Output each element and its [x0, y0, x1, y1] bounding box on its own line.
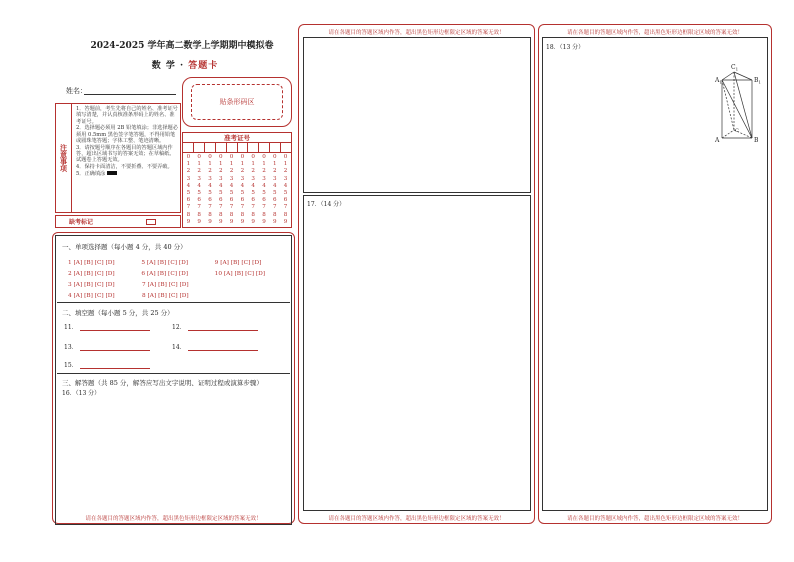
mc-question-10[interactable]: 10 [A] [B] [C] [D]	[214, 270, 266, 277]
ticket-digit-bubble[interactable]: 0	[262, 154, 266, 160]
section1-title: 一、单项选择题（每小题 4 分，共 40 分）	[62, 243, 187, 251]
barcode-area	[182, 77, 292, 127]
ticket-digit-bubble[interactable]: 7	[251, 204, 255, 211]
absent-label: 缺考标记	[68, 219, 93, 226]
ticket-digit-column	[237, 153, 248, 227]
ticket-digit-bubble[interactable]: 7	[283, 204, 288, 211]
ticket-digit-bubble[interactable]: 1	[240, 161, 245, 168]
ticket-digit-bubble[interactable]: 0	[251, 154, 255, 160]
note-item: 4．保持卡面清洁，不要折叠、不要弄破。	[76, 164, 173, 171]
ticket-digit-bubble[interactable]: 6	[272, 197, 277, 204]
footer-warning-left: 请在各题目的答题区域内作答，超出黑色矩形边框限定区域的答案无效！	[85, 516, 262, 522]
ticket-digit-column	[259, 153, 270, 227]
ticket-digit-bubble[interactable]: 1	[229, 161, 234, 168]
ticket-digit-bubble[interactable]: 7	[219, 204, 223, 211]
ticket-digit-bubble[interactable]: 7	[262, 204, 266, 211]
name-label: 姓名：	[66, 87, 87, 95]
ticket-digit-bubble[interactable]: 6	[251, 197, 255, 204]
ticket-digit-bubble[interactable]: 2	[251, 168, 255, 175]
ticket-digit-bubble[interactable]: 4	[251, 182, 255, 189]
question-17-answer-area[interactable]	[303, 195, 531, 511]
ticket-digit-bubble[interactable]: 5	[240, 190, 245, 197]
ticket-digit-bubble[interactable]: 0	[219, 154, 223, 160]
ticket-digit-column	[280, 153, 291, 227]
ticket-digit-bubble[interactable]: 7	[272, 204, 277, 211]
ticket-digit-bubble[interactable]: 5	[272, 190, 277, 197]
ticket-digit-bubble[interactable]: 9	[229, 218, 234, 225]
mc-question-1[interactable]: 1 [A] [B] [C] [D]	[68, 259, 115, 266]
ticket-digit-bubble[interactable]: 7	[240, 204, 245, 211]
notes-box	[55, 103, 181, 213]
ticket-digit-bubble[interactable]: 8	[219, 211, 223, 218]
ticket-digit-bubble[interactable]: 5	[208, 190, 212, 197]
label-c: C	[735, 128, 739, 134]
ticket-digit-bubble[interactable]: 4	[229, 182, 234, 189]
question-17-label: 17．（14 分）	[307, 201, 346, 208]
mc-question-7[interactable]: 7 [A] [B] [C] [D]	[142, 281, 189, 288]
ticket-digit-column	[194, 153, 205, 227]
ticket-digit-bubble[interactable]: 8	[283, 211, 288, 218]
ticket-digit-bubble[interactable]: 6	[229, 197, 234, 204]
ticket-digit-bubble[interactable]: 8	[251, 211, 255, 218]
ticket-digit-bubble[interactable]: 9	[251, 218, 255, 225]
ticket-digit-bubble[interactable]: 2	[197, 168, 201, 175]
label-b: B	[754, 137, 759, 144]
ticket-digit-bubble[interactable]: 3	[219, 175, 223, 182]
label-c1: $C_1$	[731, 64, 739, 72]
ticket-digit-column	[205, 153, 216, 227]
question-16-label: 16．（13 分）	[62, 390, 101, 397]
ticket-digit-bubble[interactable]: 2	[208, 168, 212, 175]
mc-question-3[interactable]: 3 [A] [B] [C] [D]	[68, 281, 115, 288]
mc-question-9[interactable]: 9 [A] [B] [C] [D]	[214, 259, 262, 266]
barcode-area-label: 贴条形码区	[191, 84, 283, 120]
filled-mark-example	[107, 171, 117, 175]
question-16-continued-area[interactable]	[303, 37, 531, 193]
multiple-choice-grid	[68, 257, 288, 301]
ticket-digit-bubble[interactable]: 1	[197, 161, 201, 168]
note-item	[76, 171, 178, 177]
edge-c1-b1	[734, 72, 752, 80]
ticket-digit-bubble[interactable]: 4	[197, 182, 201, 189]
section3-title: 三、解答题（共 85 分，解答应写出文字说明、证明过程或演算步骤）	[62, 379, 263, 387]
question-16-answer-area[interactable]	[60, 398, 288, 522]
ticket-digit-bubble[interactable]: 3	[283, 175, 288, 182]
ticket-digit-bubble[interactable]: 0	[240, 154, 245, 160]
ticket-digit-bubble[interactable]: 3	[186, 175, 191, 182]
ticket-digit-bubble[interactable]: 2	[219, 168, 223, 175]
mc-question-8[interactable]: 8 [A] [B] [C] [D]	[142, 292, 189, 299]
fill-question-14[interactable]: 14．	[172, 342, 258, 351]
ticket-digit-bubble[interactable]: 0	[186, 154, 191, 160]
ticket-digit-bubble[interactable]: 2	[262, 168, 266, 175]
ticket-number-box	[182, 132, 292, 228]
ticket-digit-bubble[interactable]: 1	[219, 161, 223, 168]
ticket-digit-bubble[interactable]: 1	[272, 161, 277, 168]
section2-title: 二、填空题（每小题 5 分，共 25 分）	[62, 309, 174, 317]
diagonal-a1-c	[722, 80, 734, 130]
ticket-digit-bubble[interactable]: 6	[219, 197, 223, 204]
edge-a-c	[722, 130, 734, 138]
ticket-digit-bubble[interactable]: 5	[283, 190, 288, 197]
ticket-digit-bubble[interactable]: 9	[283, 218, 288, 225]
mc-question-4[interactable]: 4 [A] [B] [C] [D]	[68, 292, 115, 299]
ticket-digit-bubble[interactable]: 5	[262, 190, 266, 197]
ticket-digit-bubble[interactable]: 1	[208, 161, 212, 168]
ticket-digit-bubble[interactable]: 8	[208, 211, 212, 218]
ticket-digit-bubble[interactable]: 6	[283, 197, 288, 204]
ticket-digit-bubble[interactable]: 1	[262, 161, 266, 168]
ticket-digit-column	[183, 153, 194, 227]
label-a: A	[715, 137, 720, 144]
ticket-digit-bubble[interactable]: 3	[251, 175, 255, 182]
notes-list	[76, 106, 178, 178]
ticket-digit-bubble[interactable]: 0	[272, 154, 277, 160]
ticket-digit-bubble[interactable]: 4	[262, 182, 266, 189]
ticket-digit-bubble[interactable]: 3	[262, 175, 266, 182]
mc-question-5[interactable]: 5 [A] [B] [C] [D]	[141, 259, 189, 266]
ticket-digit-bubble[interactable]: 3	[208, 175, 212, 182]
ticket-digit-bubble[interactable]: 3	[272, 175, 277, 182]
ticket-digit-columns	[183, 153, 291, 227]
ticket-digit-bubble[interactable]: 1	[283, 161, 288, 168]
note-item: 2．选择题必须用 2B 铅笔填涂；非选择题必须用 0.5mm 黑色签字笔答题，不得用铅笔或圆珠笔答题；字体工整、笔迹清晰。	[76, 125, 178, 144]
ticket-digit-bubble[interactable]: 6	[186, 197, 191, 204]
ticket-digit-bubble[interactable]: 9	[272, 218, 277, 225]
ticket-digit-bubble[interactable]: 9	[197, 218, 201, 225]
ticket-digit-bubble[interactable]: 8	[262, 211, 266, 218]
ticket-digit-bubble[interactable]: 0	[208, 154, 212, 160]
ticket-digit-bubble[interactable]: 6	[197, 197, 201, 204]
ticket-digit-bubble[interactable]: 5	[229, 190, 234, 197]
question-18-label: 18．（13 分）	[546, 44, 585, 51]
note-item: 3．请按题号顺序在各题目的答题区域内作答，超出区域书写的答案无效；在草稿纸、试题卷上答题无效。	[76, 144, 175, 164]
ticket-digit-bubble[interactable]: 9	[262, 218, 266, 225]
ticket-digit-bubble[interactable]: 7	[208, 204, 212, 211]
mc-question-2[interactable]: 2 [A] [B] [C] [D]	[68, 270, 115, 277]
footer-warning-middle-bottom: 请在各题目的答题区域内作答，超出黑色矩形边框限定区域的答案无效！	[328, 516, 505, 522]
ticket-digit-bubble[interactable]: 2	[283, 168, 288, 175]
ticket-digit-bubble[interactable]: 7	[197, 204, 201, 211]
ticket-digit-bubble[interactable]: 8	[197, 211, 201, 218]
absent-checkbox[interactable]	[146, 219, 156, 225]
ticket-digit-column	[248, 153, 259, 227]
ticket-digit-bubble[interactable]: 5	[219, 190, 223, 197]
ticket-digit-bubble[interactable]: 2	[229, 168, 234, 175]
ticket-digit-bubble[interactable]: 5	[197, 190, 201, 197]
fill-question-13[interactable]: 13．	[64, 342, 150, 351]
ticket-digit-bubble[interactable]: 6	[240, 197, 245, 204]
ticket-digit-bubble[interactable]: 2	[272, 168, 277, 175]
subtitle-separator: ·	[179, 61, 185, 71]
note-item: 1．答题前，考生先将自己的姓名、准考证号填写清楚，并认真核准条形码上的姓名、准考证号。	[76, 106, 178, 125]
ticket-digit-bubble[interactable]: 2	[186, 168, 191, 175]
divider	[57, 373, 290, 374]
answer-sheet-label: 答题卡	[188, 61, 219, 71]
ticket-digit-bubble[interactable]: 0	[283, 154, 288, 160]
ticket-digit-bubble[interactable]: 4	[283, 182, 288, 189]
ticket-digit-bubble[interactable]: 1	[186, 161, 191, 168]
absent-box	[55, 215, 181, 228]
fill-question-15[interactable]: 15．	[64, 360, 150, 369]
exam-title: 2024-2025 学年高二数学上学期期中模拟卷	[90, 41, 274, 51]
prism-figure	[712, 58, 768, 150]
ticket-digit-bubble[interactable]: 2	[240, 168, 245, 175]
ticket-write-row[interactable]	[183, 143, 291, 153]
ticket-digit-bubble[interactable]: 9	[186, 218, 191, 225]
ticket-digit-bubble[interactable]: 0	[229, 154, 234, 160]
ticket-digit-bubble[interactable]: 9	[219, 218, 223, 225]
subject-name: 数 学	[151, 61, 176, 71]
ticket-digit-bubble[interactable]: 8	[186, 211, 191, 218]
ticket-digit-column	[215, 153, 226, 227]
note-item-text: 5．正确填涂	[76, 170, 106, 177]
label-b1: $B_1$	[754, 77, 761, 85]
ticket-digit-bubble[interactable]: 3	[229, 175, 234, 182]
ticket-digit-bubble[interactable]: 9	[240, 218, 245, 225]
exam-subtitle	[120, 58, 250, 71]
ticket-digit-bubble[interactable]: 0	[197, 154, 201, 160]
ticket-digit-bubble[interactable]: 3	[240, 175, 245, 182]
ticket-digit-bubble[interactable]: 4	[219, 182, 223, 189]
ticket-digit-bubble[interactable]: 8	[240, 211, 245, 218]
label-a1: $A_1$	[715, 77, 722, 85]
fill-question-11[interactable]: 11．	[64, 322, 150, 331]
mc-question-6[interactable]: 6 [A] [B] [C] [D]	[141, 270, 189, 277]
ticket-digit-bubble[interactable]: 7	[229, 204, 234, 211]
footer-warning-middle-top: 请在各题目的答题区域内作答，超出黑色矩形边框限定区域的答案无效！	[328, 30, 505, 36]
ticket-digit-bubble[interactable]: 1	[251, 161, 255, 168]
name-field[interactable]	[84, 94, 176, 95]
footer-warning-right-top: 请在各题目的答题区域内作答，超出黑色矩形边框限定区域的答案无效！	[566, 30, 743, 36]
ticket-digit-column	[226, 153, 237, 227]
ticket-digit-bubble[interactable]: 6	[262, 197, 266, 204]
ticket-digit-bubble[interactable]: 3	[197, 175, 201, 182]
ticket-digit-bubble[interactable]: 4	[208, 182, 212, 189]
fill-question-12[interactable]: 12．	[172, 322, 258, 331]
ticket-digit-bubble[interactable]: 4	[240, 182, 245, 189]
ticket-digit-bubble[interactable]: 8	[229, 211, 234, 218]
ticket-digit-bubble[interactable]: 5	[251, 190, 255, 197]
edge-a1-c1	[722, 72, 734, 80]
ticket-digit-bubble[interactable]: 4	[272, 182, 277, 189]
ticket-digit-column	[269, 153, 280, 227]
divider	[57, 302, 290, 303]
ticket-digit-bubble[interactable]: 4	[186, 182, 191, 189]
notes-title: 注意事项	[56, 104, 72, 212]
ticket-digit-bubble[interactable]: 7	[186, 204, 191, 211]
ticket-digit-bubble[interactable]: 5	[186, 190, 191, 197]
ticket-digit-bubble[interactable]: 6	[208, 197, 212, 204]
ticket-digit-bubble[interactable]: 9	[208, 218, 212, 225]
ticket-digit-bubble[interactable]: 8	[272, 211, 277, 218]
footer-warning-right-bottom: 请在各题目的答题区域内作答，超出黑色矩形边框限定区域的答案无效！	[566, 516, 743, 522]
ticket-title: 准考证号	[183, 133, 291, 143]
